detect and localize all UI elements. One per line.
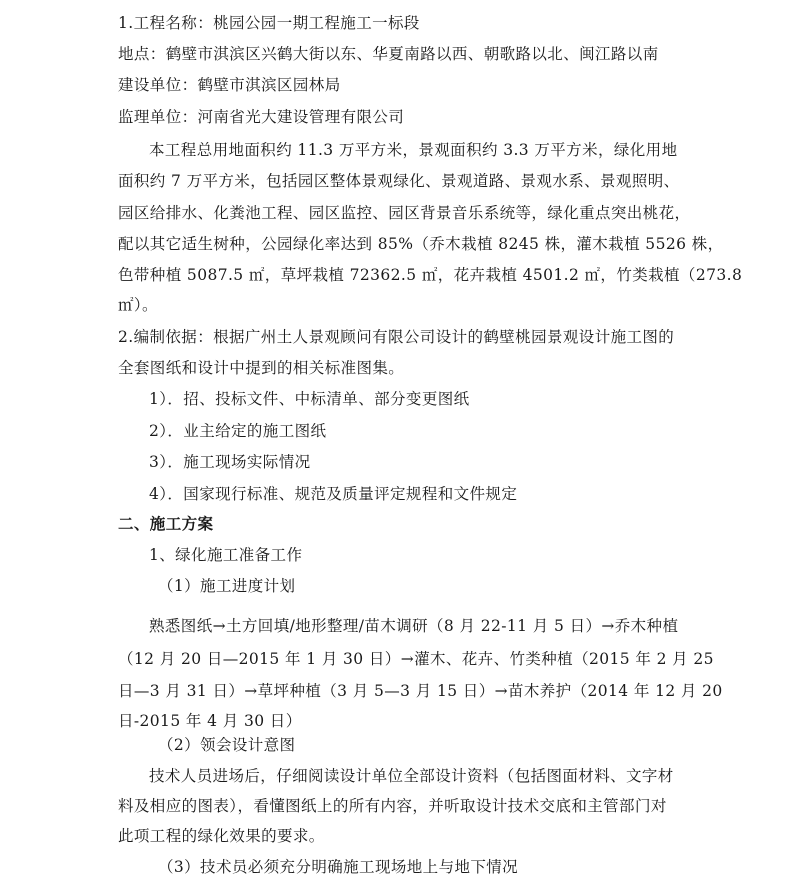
section-heading: 二、施工方案 bbox=[118, 514, 214, 533]
project-owner-line: 建设单位：鹤壁市淇滨区园林局 bbox=[118, 76, 341, 94]
subsection-item-title: （2）领会设计意图 bbox=[158, 736, 296, 754]
basis-item: 3）．施工现场实际情况 bbox=[149, 453, 311, 471]
project-location-line: 地点：鹤壁市淇滨区兴鹤大街以东、华夏南路以西、朝歌路以北、闽江路以南 bbox=[118, 45, 659, 63]
schedule-line: （12 月 20 日—2015 年 1 月 30 日）→灌木、花卉、竹类种植（2015 年 2 月 25 bbox=[118, 650, 714, 668]
overview-line: 面积约 7 万平方米，包括园区整体景观绿化、景观道路、景观水系、景观照明、 bbox=[118, 172, 680, 190]
subsection-title: 1、绿化施工准备工作 bbox=[149, 546, 303, 564]
schedule-line: 日—3 月 31 日）→草坪种植（3 月 5—3 月 15 日）→苗木养护（2014 年 12 月 20 bbox=[118, 682, 723, 700]
schedule-line: 熟悉图纸→土方回填/地形整理/苗木调研（8 月 22-11 月 5 日）→乔木种植 bbox=[149, 617, 679, 635]
overview-line: 配以其它适生树种，公园绿化率达到 85%（乔木栽植 8245 株，灌木栽植 5526 株， bbox=[118, 235, 724, 253]
subsection-item-title: （3）技术员必须充分明确施工现场地上与地下情况 bbox=[158, 858, 519, 876]
project-name-line: 1.工程名称：桃园公园一期工程施工一标段 bbox=[118, 14, 420, 32]
subsection-item-title: （1）施工进度计划 bbox=[158, 577, 296, 595]
basis-line: 全套图纸和设计中提到的相关标准图集。 bbox=[118, 359, 405, 377]
overview-line: ㎡）。 bbox=[118, 296, 158, 314]
project-supervisor-line: 监理单位：河南省光大建设管理有限公司 bbox=[118, 108, 405, 126]
overview-line: 园区给排水、化粪池工程、园区监控、园区背景音乐系统等，绿化重点突出桃花， bbox=[118, 204, 691, 222]
intent-line: 技术人员进场后，仔细阅读设计单位全部设计资料（包括图面材料、文字材 bbox=[149, 767, 674, 785]
schedule-line: 日-2015 年 4 月 30 日） bbox=[118, 712, 302, 730]
intent-line: 料及相应的图表），看懂图纸上的所有内容，并听取设计技术交底和主管部门对 bbox=[118, 797, 667, 815]
basis-item: 1）．招、投标文件、中标清单、部分变更图纸 bbox=[149, 390, 470, 408]
overview-line: 本工程总用地面积约 11.3 万平方米，景观面积约 3.3 万平方米，绿化用地 bbox=[149, 141, 678, 159]
overview-line: 色带种植 5087.5 ㎡，草坪栽植 72362.5 ㎡，花卉栽植 4501.2 ㎡，竹类栽植（273.8 bbox=[118, 266, 743, 284]
basis-line: 2.编制依据：根据广州土人景观顾问有限公司设计的鹤壁桃园景观设计施工图的 bbox=[118, 328, 675, 346]
intent-line: 此项工程的绿化效果的要求。 bbox=[118, 827, 325, 845]
basis-item: 2）．业主给定的施工图纸 bbox=[149, 422, 327, 440]
basis-item: 4）．国家现行标准、规范及质量评定规程和文件规定 bbox=[149, 485, 518, 503]
